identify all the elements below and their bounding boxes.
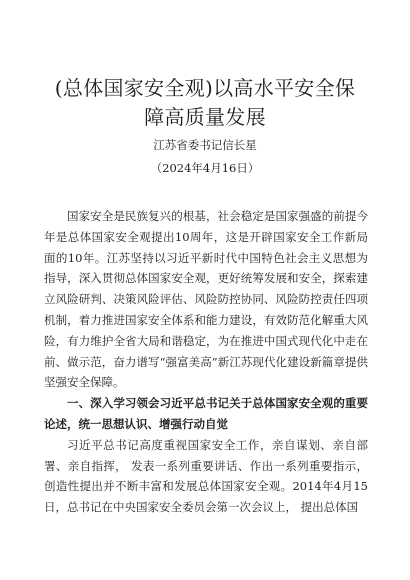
document-title: (总体国家安全观)以高水平安全保障高质量发展 [54, 76, 356, 129]
body-paragraph: 国家安全是民族复兴的根基，社会稳定是国家强盛的前提今年是总体国家安全观提出10周年，这是开辟国家安全工作新局面的10年。江苏坚持以习近平新时代中国特色社会主义思想为指导，深入贯彻总体国家安全观，更好统筹发展和安全，探索建立风险研判、决策风险评估、风险防控协同、风险防控责任四项机制，着力推进国家安全体系和能力建设，有效防范化解重大风险，有力维护全省大局和谐稳定，为在推进中国式现代化中走在前、做示范，奋力谱写“强富美高”新江苏现代化建设新篇章提供坚强安全保障。 [44, 209, 368, 390]
document-body [44, 206, 368, 518]
document-date: （2024年4月16日） [150, 161, 260, 175]
section-heading: 一、深入学习领会习近平总书记关于总体国家安全观的重要论述，统一思想认识、增强行动自觉 [44, 396, 368, 431]
body-paragraph: 习近平总书记高度重视国家安全工作，亲自谋划、亲自部署、亲自指挥， 发表一系列重要讲话、作出一系列重要指示，创造性提出并不断丰富和发展总体国家安全观。2014年4月15日，总书记在中央国家安全委员会第一次会议上， 提出总体国 [44, 437, 368, 515]
document-author: 江苏省委书记信长星 [153, 138, 257, 152]
